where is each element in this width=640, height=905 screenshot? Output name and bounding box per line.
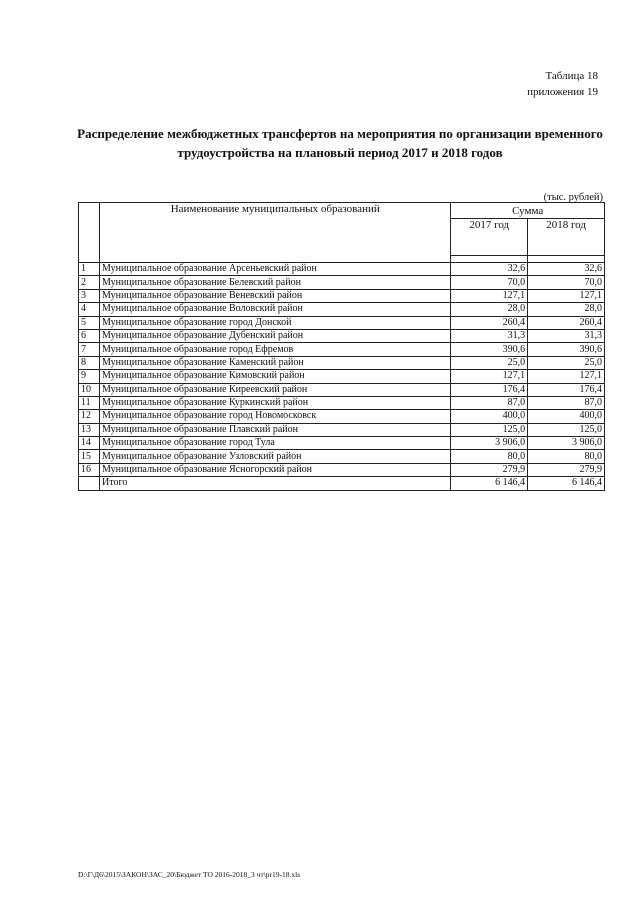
- table-row: [79, 316, 605, 329]
- municipality-name: Муниципальное образование город Тула: [100, 437, 451, 450]
- title-line-2: трудоустройства на плановый период 2017 и 2018 годов: [177, 145, 503, 160]
- municipality-name: Муниципальное образование Воловский район: [100, 303, 451, 316]
- total-num-cell: [79, 477, 100, 490]
- municipality-name: Муниципальное образование город Донской: [100, 316, 451, 329]
- appendix-label: приложения 19: [527, 86, 598, 98]
- row-number: 7: [79, 343, 100, 356]
- value-2017: 176,4: [451, 383, 528, 396]
- value-2018: 125,0: [528, 423, 605, 436]
- header-2018: 2018 год: [528, 219, 605, 256]
- total-label: Итого: [100, 477, 451, 490]
- row-number: 9: [79, 370, 100, 383]
- table-row: [79, 437, 605, 450]
- header-num-cell: [79, 203, 100, 263]
- row-number: 6: [79, 329, 100, 342]
- municipality-name: Муниципальное образование Кимовский район: [100, 370, 451, 383]
- municipality-name: Муниципальное образование Каменский район: [100, 356, 451, 369]
- value-2017: 28,0: [451, 303, 528, 316]
- table-row: [79, 276, 605, 289]
- table-row: [79, 450, 605, 463]
- table-row: [79, 463, 605, 476]
- table-row: [79, 356, 605, 369]
- value-2017: 3 906,0: [451, 437, 528, 450]
- total-2018: 6 146,4: [528, 477, 605, 490]
- spacer-cell: [528, 256, 605, 263]
- value-2017: 70,0: [451, 276, 528, 289]
- value-2018: 260,4: [528, 316, 605, 329]
- value-2017: 127,1: [451, 289, 528, 302]
- header-2017: 2017 год: [451, 219, 528, 256]
- value-2017: 80,0: [451, 450, 528, 463]
- table-number-label: Таблица 18: [545, 70, 598, 82]
- transfers-table: [78, 202, 605, 491]
- table-reference: [527, 68, 598, 100]
- table-row: [79, 263, 605, 276]
- spacer-cell: [451, 256, 528, 263]
- header-sum: Сумма: [451, 203, 605, 219]
- value-2018: 390,6: [528, 343, 605, 356]
- municipality-name: Муниципальное образование город Новомосковск: [100, 410, 451, 423]
- table-row: [79, 289, 605, 302]
- municipality-name: Муниципальное образование Веневский район: [100, 289, 451, 302]
- total-row: [79, 477, 605, 490]
- municipality-name: Муниципальное образование Плавский район: [100, 423, 451, 436]
- table-row: [79, 383, 605, 396]
- table-row: [79, 303, 605, 316]
- table-row: [79, 370, 605, 383]
- municipality-name: Муниципальное образование Белевский район: [100, 276, 451, 289]
- table-row: [79, 329, 605, 342]
- row-number: 8: [79, 356, 100, 369]
- row-number: 15: [79, 450, 100, 463]
- row-number: 5: [79, 316, 100, 329]
- value-2018: 400,0: [528, 410, 605, 423]
- row-number: 2: [79, 276, 100, 289]
- value-2018: 279,9: [528, 463, 605, 476]
- value-2017: 25,0: [451, 356, 528, 369]
- value-2017: 400,0: [451, 410, 528, 423]
- value-2018: 32,6: [528, 263, 605, 276]
- file-path: D:\Г\Д6\2015\ЗАКОН\ЗАС_20\Бюджет ТО 2016-2018_3 чт\рr19-18.xls: [78, 870, 301, 879]
- value-2018: 31,3: [528, 329, 605, 342]
- row-number: 12: [79, 410, 100, 423]
- row-number: 16: [79, 463, 100, 476]
- value-2018: 127,1: [528, 370, 605, 383]
- row-number: 1: [79, 263, 100, 276]
- total-2017: 6 146,4: [451, 477, 528, 490]
- value-2018: 80,0: [528, 450, 605, 463]
- row-number: 3: [79, 289, 100, 302]
- table-row: [79, 423, 605, 436]
- municipality-name: Муниципальное образование Арсеньевский район: [100, 263, 451, 276]
- municipality-name: Муниципальное образование Куркинский район: [100, 396, 451, 409]
- table-row: [79, 410, 605, 423]
- value-2017: 87,0: [451, 396, 528, 409]
- value-2017: 127,1: [451, 370, 528, 383]
- row-number: 10: [79, 383, 100, 396]
- row-number: 11: [79, 396, 100, 409]
- value-2018: 87,0: [528, 396, 605, 409]
- value-2017: 32,6: [451, 263, 528, 276]
- municipality-name: Муниципальное образование Киреевский район: [100, 383, 451, 396]
- value-2018: 28,0: [528, 303, 605, 316]
- table-row: [79, 396, 605, 409]
- title-line-1: Распределение межбюджетных трансфертов на мероприятия по организации временного: [77, 126, 603, 141]
- unit-label: (тыс. рублей): [543, 192, 603, 203]
- value-2018: 25,0: [528, 356, 605, 369]
- value-2017: 260,4: [451, 316, 528, 329]
- row-number: 14: [79, 437, 100, 450]
- value-2018: 70,0: [528, 276, 605, 289]
- header-name: Наименование муниципальных образований: [100, 203, 451, 263]
- municipality-name: Муниципальное образование Ясногорский район: [100, 463, 451, 476]
- value-2017: 279,9: [451, 463, 528, 476]
- row-number: 4: [79, 303, 100, 316]
- value-2018: 176,4: [528, 383, 605, 396]
- value-2017: 390,6: [451, 343, 528, 356]
- table-row: [79, 343, 605, 356]
- value-2017: 125,0: [451, 423, 528, 436]
- municipality-name: Муниципальное образование Дубенский район: [100, 329, 451, 342]
- municipality-name: Муниципальное образование город Ефремов: [100, 343, 451, 356]
- row-number: 13: [79, 423, 100, 436]
- municipality-name: Муниципальное образование Узловский район: [100, 450, 451, 463]
- value-2018: 3 906,0: [528, 437, 605, 450]
- value-2017: 31,3: [451, 329, 528, 342]
- value-2018: 127,1: [528, 289, 605, 302]
- document-title: [60, 124, 620, 162]
